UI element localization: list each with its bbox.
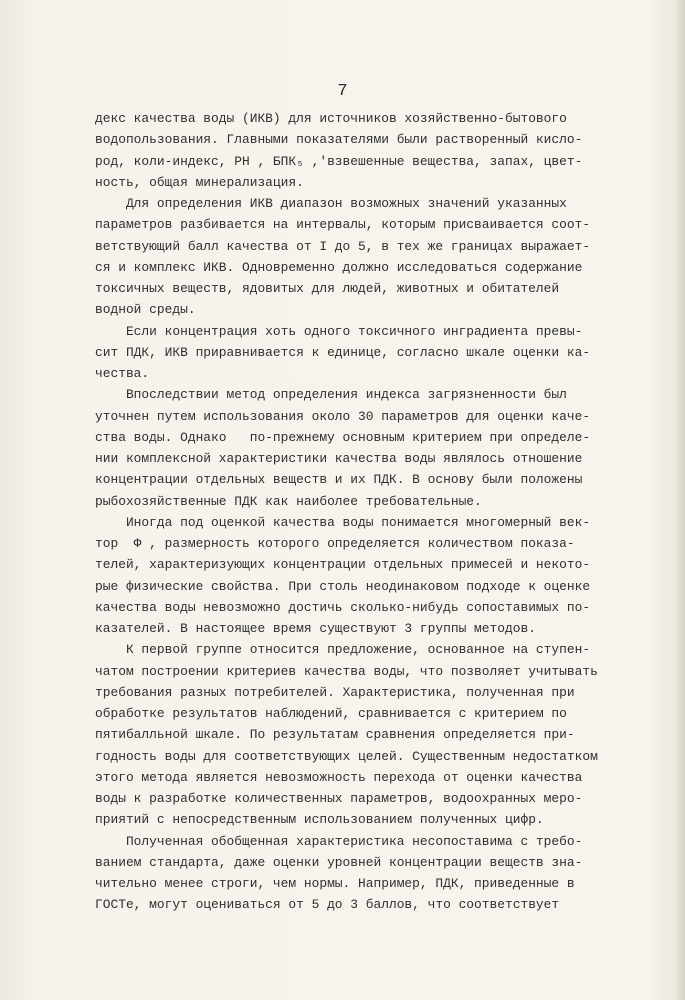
text-line: качества воды невозможно достичь сколько-нибудь сопоставимых по- xyxy=(95,599,591,615)
text-line: концентрации отдельных веществ и их ПДК. В основу были положены xyxy=(95,472,583,488)
text-line: требования разных потребителей. Характеристика, полученная при xyxy=(95,684,575,700)
text-line: этого метода является невозможность перехода от оценки качества xyxy=(95,769,583,785)
text-line: пятибалльной шкале. По результатам сравнения определяется при- xyxy=(95,727,575,743)
text-line: обработке результатов наблюдений, сравнивается с критерием по xyxy=(95,706,567,721)
text-line: токсичных веществ, ядовитых для людей, животных и обитателей xyxy=(95,281,560,296)
text-line: Впоследствии метод определения индекса загрязненности был xyxy=(95,387,567,403)
text-line: водной среды. xyxy=(95,302,196,318)
text-line: нии комплексной характеристики качества воды являлось отношение xyxy=(95,451,583,466)
text-line: сит ПДК, ИКВ приравнивается к единице, согласно шкале оценки ка- xyxy=(95,344,591,360)
text-line: род, коли-индекс, РН , БПК₅ ,'взвешенные вещества, запах, цвет- xyxy=(95,153,583,169)
text-line: К первой группе относится предложение, основанное на ступен- xyxy=(95,642,591,658)
text-line: Иногда под оценкой качества воды понимается многомерный век- xyxy=(95,514,591,530)
text-line: воды к разработке количественных параметров, водоохранных меро- xyxy=(95,791,583,806)
text-line: чатом построении критериев качества воды, что позволяет учитывать xyxy=(95,663,598,679)
text-line: ства воды. Однако по-прежнему основным критерием при определе- xyxy=(95,429,591,445)
text-line: ванием стандарта, даже оценки уровней концентрации веществ зна- xyxy=(95,854,583,870)
text-line: годность воды для соответствующих целей. Существенным недостатком xyxy=(95,748,598,764)
text-line: Для определения ИКВ диапазон возможных значений указанных xyxy=(95,196,567,211)
body-text xyxy=(95,108,655,916)
text-line: водопользования. Главными показателями были растворенный кисло- xyxy=(95,132,583,148)
text-line: чества. xyxy=(95,366,150,381)
text-line: Полученная обобщенная характеристика несопоставима с требо- xyxy=(95,833,583,849)
text-line: казателей. В настоящее время существуют 3 группы методов. xyxy=(95,621,536,636)
text-line: ся и комплекс ИКВ. Одновременно должно исследоваться содержание xyxy=(95,259,583,275)
text-line: рые физические свойства. При столь неодинаковом подходе к оценке xyxy=(95,578,591,594)
text-line: декс качества воды (ИКВ) для источников хозяйственно-бытового xyxy=(95,111,567,126)
page-number: 7 xyxy=(337,82,348,101)
text-line: чительно менее строги, чем нормы. Например, ПДК, приведенные в xyxy=(95,876,575,891)
page-edge-shadow xyxy=(675,0,685,1000)
text-line: тор Ф , размерность которого определяется количеством показа- xyxy=(95,536,575,551)
text-line: телей, характеризующих концентрации отдельных примесей и некото- xyxy=(95,557,591,573)
text-line: приятий с непосредственным использованием полученных цифр. xyxy=(95,812,544,828)
text-line: параметров разбивается на интервалы, которым присваивается соот- xyxy=(95,217,591,233)
text-line: уточнен путем использования около 30 параметров для оценки каче- xyxy=(95,408,591,424)
text-line: ветствующий балл качества от I до 5, в тех же границах выражает- xyxy=(95,238,591,254)
text-line: Если концентрация хоть одного токсичного инградиента превы- xyxy=(95,323,583,339)
text-line: рыбохозяйственные ПДК как наиболее требовательные. xyxy=(95,493,482,509)
text-line: ность, общая минерализация. xyxy=(95,174,304,190)
text-line: ГОСТе, могут оцениваться от 5 до 3 баллов, что соответствует xyxy=(95,897,560,913)
